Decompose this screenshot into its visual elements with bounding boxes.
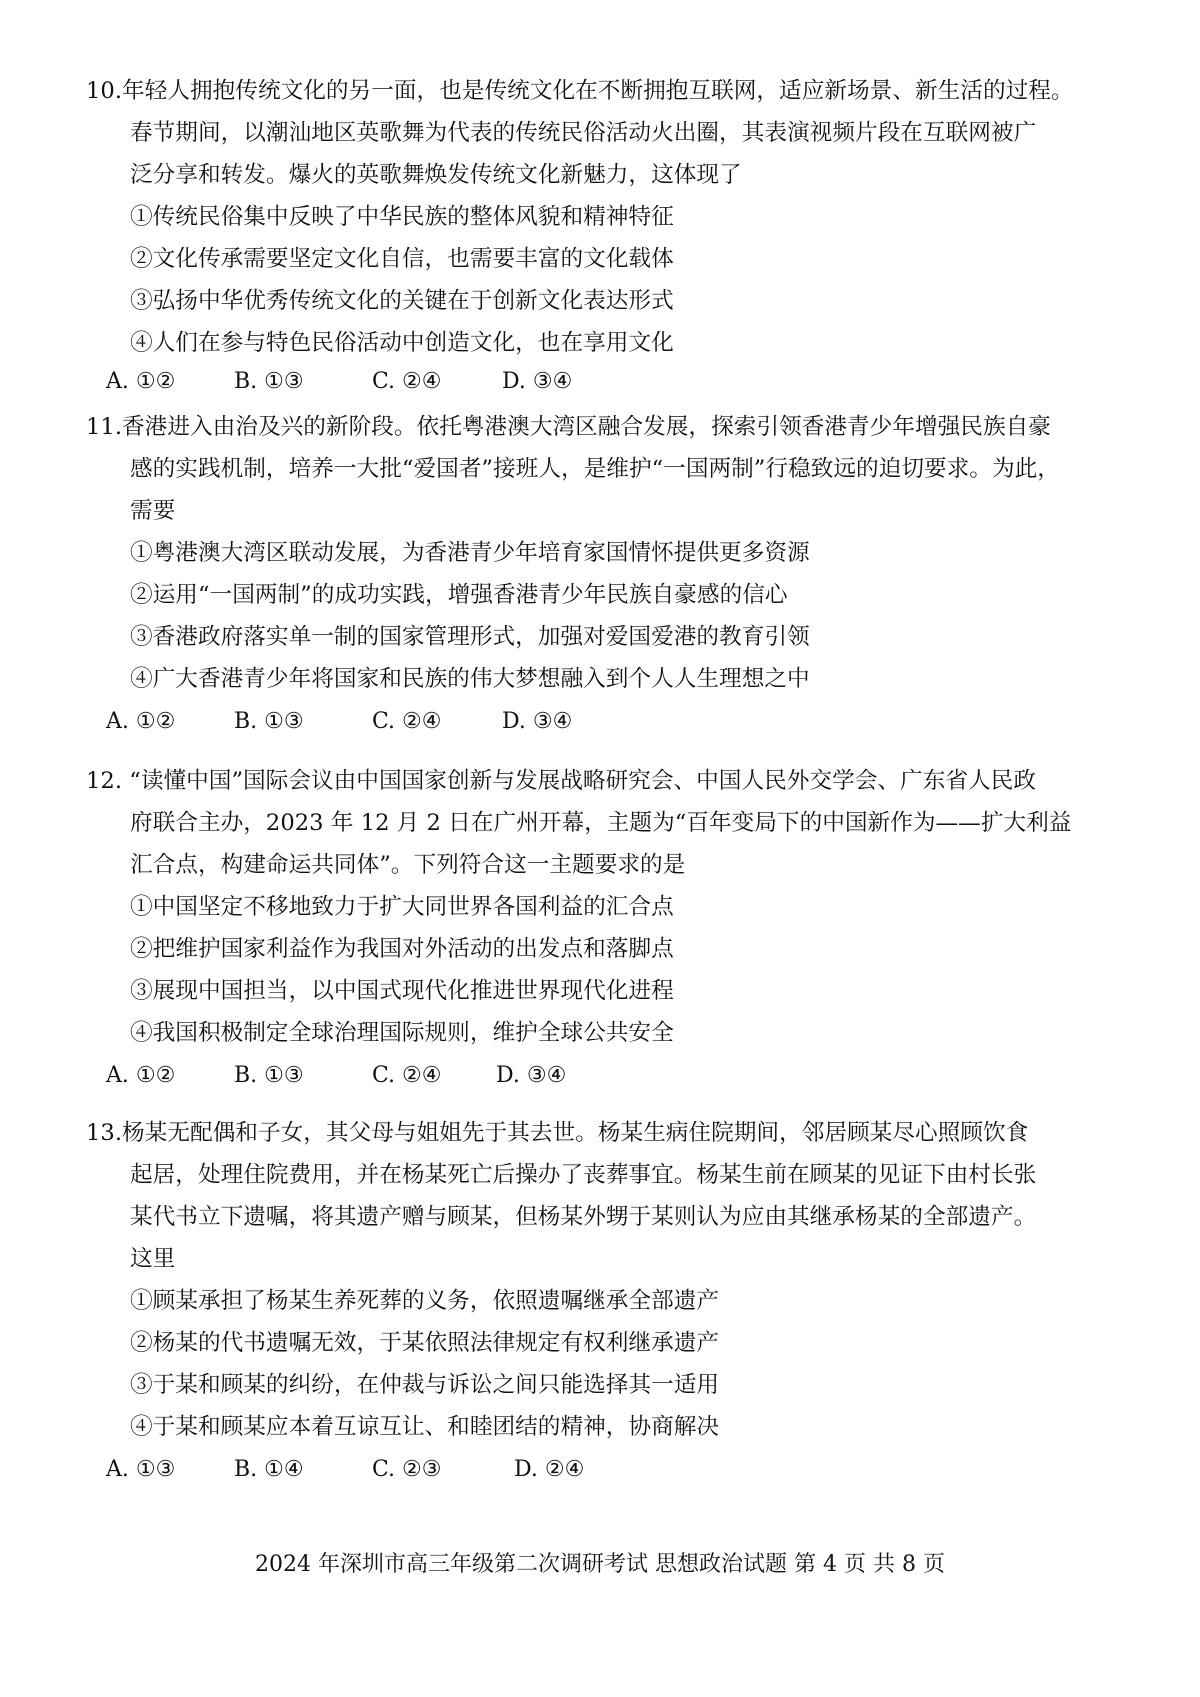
option-statement: ③香港政府落实单一制的国家管理形式，加强对爱国爱港的教育引领 [130, 624, 810, 650]
answer-choice-c: C. ②④ [372, 1063, 442, 1088]
question-11 [86, 406, 1166, 700]
answer-choice-b: B. ①③ [234, 709, 304, 734]
question-stem-line: 泛分享和转发。爆火的英歌舞焕发传统文化新魅力，这体现了 [130, 162, 742, 188]
option-statement: ②运用“一国两制”的成功实践，增强香港青少年民族自豪感的信心 [130, 582, 788, 608]
option-statement: ③于某和顾某的纠纷，在仲裁与诉讼之间只能选择其一适用 [130, 1372, 720, 1398]
option-statement: ③弘扬中华优秀传统文化的关键在于创新文化表达形式 [130, 288, 674, 314]
answer-choice-d: D. ③④ [502, 369, 573, 394]
answer-choice-a: A. ①② [106, 369, 176, 394]
question-stem-line: 某代书立下遗嘱，将其遗产赠与顾某，但杨某外甥于某则认为应由其继承杨某的全部遗产。 [130, 1204, 1037, 1230]
option-statement: ②把维护国家利益作为我国对外活动的出发点和落脚点 [130, 936, 674, 962]
answer-choice-b: B. ①③ [234, 369, 304, 394]
option-statement: ④我国积极制定全球治理国际规则，维护全球公共安全 [130, 1020, 674, 1046]
question-stem-line: 春节期间，以潮汕地区英歌舞为代表的传统民俗活动火出圈，其表演视频片段在互联网被广 [130, 120, 1037, 146]
question-stem-line: 需要 [130, 498, 176, 524]
question-12 [86, 760, 1166, 1054]
question-stem-line: 12. “读懂中国”国际会议由中国国家创新与发展战略研究会、中国人民外交学会、广东省人民政 [86, 768, 1036, 794]
answer-choice-b: B. ①④ [234, 1457, 304, 1482]
option-statement: ④广大香港青少年将国家和民族的伟大梦想融入到个人人生理想之中 [130, 666, 810, 692]
question-stem-line: 感的实践机制，培养一大批“爱国者”接班人，是维护“一国两制”行稳致远的迫切要求。为此， [130, 456, 1060, 482]
question-stem-line: 10.年轻人拥抱传统文化的另一面，也是传统文化在不断拥抱互联网，适应新场景、新生活的过程。 [86, 78, 1074, 104]
question-stem-line: 起居，处理住院费用，并在杨某死亡后操办了丧葬事宜。杨某生前在顾某的见证下由村长张 [130, 1162, 1037, 1188]
answer-choice-a: A. ①② [106, 709, 176, 734]
option-statement: ④人们在参与特色民俗活动中创造文化，也在享用文化 [130, 330, 674, 356]
answer-choice-d: D. ②④ [514, 1457, 585, 1482]
answer-choice-a: A. ①② [106, 1063, 176, 1088]
question-stem-line: 11.香港进入由治及兴的新阶段。依托粤港澳大湾区融合发展，探索引领香港青少年增强民族自豪 [86, 414, 1051, 440]
question-stem-line: 13.杨某无配偶和子女，其父母与姐姐先于其去世。杨某生病住院期间，邻居顾某尽心照顾饮食 [86, 1120, 1029, 1146]
question-10 [86, 70, 1166, 364]
question-stem-line: 府联合主办，2023 年 12 月 2 日在广州开幕，主题为“百年变局下的中国新作为——扩大利益 [130, 810, 1072, 836]
answer-choice-c: C. ②④ [372, 369, 442, 394]
option-statement: ④于某和顾某应本着互谅互让、和睦团结的精神，协商解决 [130, 1414, 720, 1440]
answer-choice-a: A. ①③ [106, 1457, 176, 1482]
question-stem-line: 这里 [130, 1246, 176, 1272]
option-statement: ①中国坚定不移地致力于扩大同世界各国利益的汇合点 [130, 894, 674, 920]
answer-choice-b: B. ①③ [234, 1063, 304, 1088]
answer-choice-d: D. ③④ [496, 1063, 567, 1088]
question-stem-line: 汇合点，构建命运共同体”。下列符合这一主题要求的是 [130, 852, 686, 878]
option-statement: ①粤港澳大湾区联动发展，为香港青少年培育家国情怀提供更多资源 [130, 540, 810, 566]
option-statement: ③展现中国担当，以中国式现代化推进世界现代化进程 [130, 978, 674, 1004]
page-footer: 2024 年深圳市高三年级第二次调研考试 思想政治试题 第 4 页 共 8 页 [255, 1552, 945, 1577]
answer-choice-c: C. ②④ [372, 709, 442, 734]
option-statement: ②文化传承需要坚定文化自信，也需要丰富的文化载体 [130, 246, 674, 272]
answer-choice-c: C. ②③ [372, 1457, 442, 1482]
option-statement: ②杨某的代书遗嘱无效，于某依照法律规定有权利继承遗产 [130, 1330, 720, 1356]
question-13 [86, 1112, 1166, 1448]
option-statement: ①传统民俗集中反映了中华民族的整体风貌和精神特征 [130, 204, 674, 230]
option-statement: ①顾某承担了杨某生养死葬的义务，依照遗嘱继承全部遗产 [130, 1288, 720, 1314]
answer-choice-d: D. ③④ [502, 709, 573, 734]
